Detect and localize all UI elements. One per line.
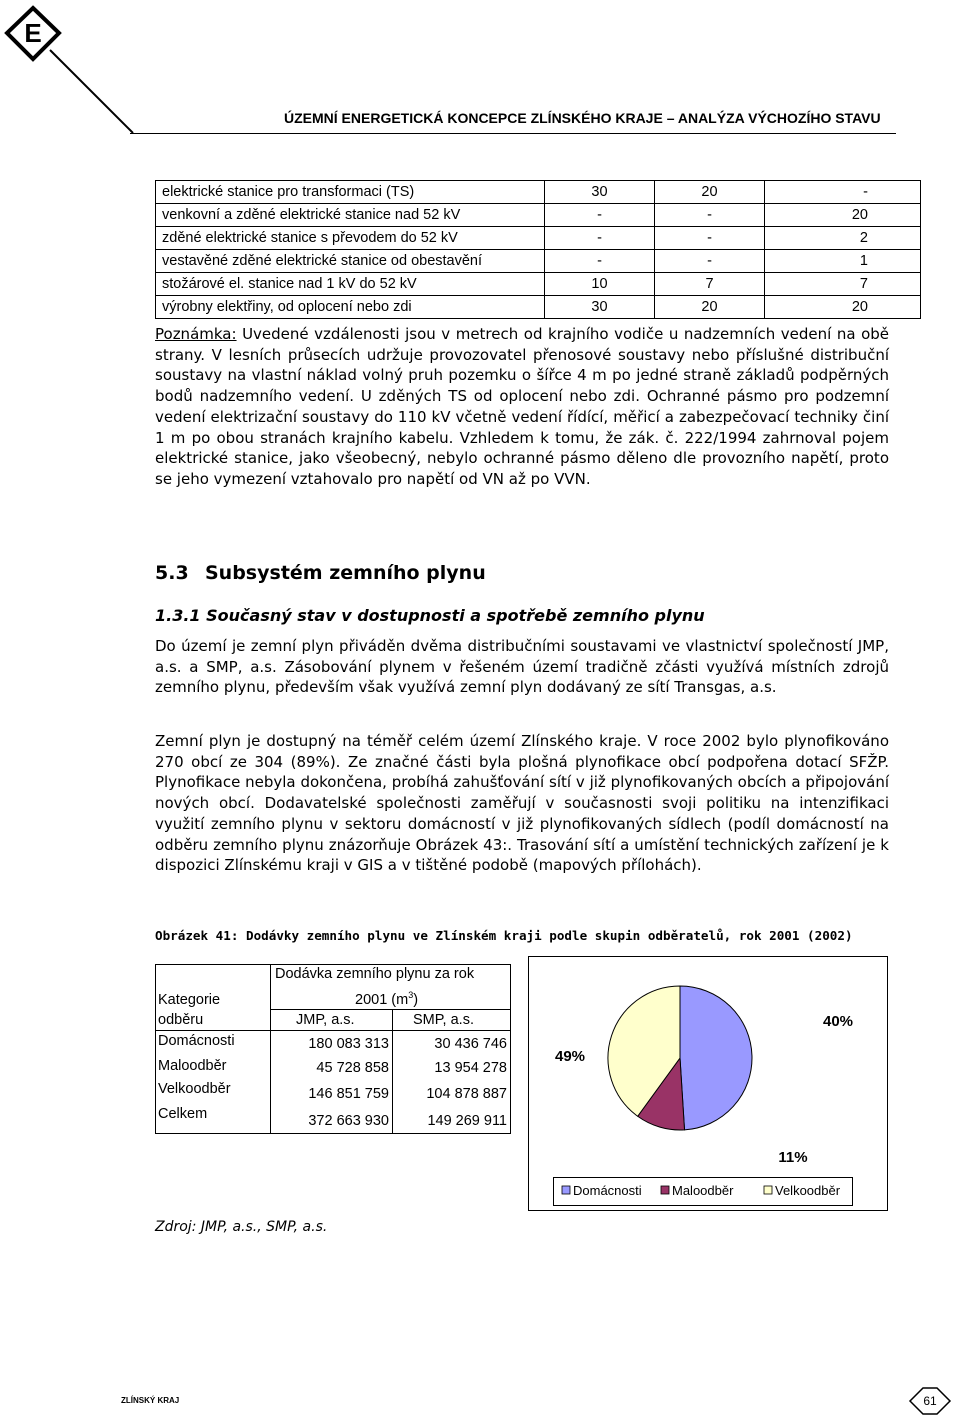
row-category: Celkem <box>158 1106 208 1122</box>
row-value: 7 <box>655 273 765 296</box>
row-value: - <box>545 227 655 250</box>
table-row <box>156 181 921 204</box>
legend-swatch <box>764 1186 772 1194</box>
row-value: 20 <box>655 181 765 204</box>
row-category: Maloodběr <box>158 1058 227 1074</box>
row-smp: 13 954 278 <box>434 1060 507 1076</box>
row-jmp: 45 728 858 <box>316 1060 389 1076</box>
col-smp: SMP, a.s. <box>413 1012 474 1028</box>
table-row <box>156 296 921 319</box>
row-category: Velkoodběr <box>158 1081 231 1097</box>
footer-region: ZLÍNSKÝ KRAJ <box>121 1396 180 1405</box>
row-category: Domácnosti <box>158 1033 235 1049</box>
table-row <box>156 250 921 273</box>
figure-source: Zdroj: JMP, a.s., SMP, a.s. <box>155 1219 328 1235</box>
row-jmp: 180 083 313 <box>308 1036 389 1052</box>
table-divider <box>270 1009 510 1010</box>
row-value: 30 <box>545 181 655 204</box>
row-value: 2 <box>765 227 921 250</box>
row-value: - <box>545 250 655 273</box>
pie-chart <box>528 956 886 1209</box>
note-text: Uvedené vzdálenosti jsou v metrech od krajního vodiče u nadzemních vedení na obě strany. V lesních průsecích udržuje provozovatel přenosové soustavy nebo příslušné distribuční soustavy na vlastní náklad volný pruh pozemku o šířce 4 m po jedné straně základů podpěrných bodů nadzemního vedení. U zděných TS od oplocení nebo zdi. Ochranné pásmo pro podzemní vedení elektrizační soustavy do 110 kV včetně vedení řídící, měřicí a zabezpečovací techniky činí 1 m po obou stranách krajního kabelu. Vzhledem k tomu, že zák. č. 222/1994 zahrnoval pojem elektrické stanice, jako všeobecný, nebylo ochranné pásmo děleno dle provozního napětí, proto se jeho vymezení vztahovalo pro napětí od VN až po VVN. <box>155 325 889 488</box>
row-label: stožárové el. stanice nad 1 kV do 52 kV <box>156 273 545 296</box>
header-supply-2: 2001 $(m^3)$ <box>355 990 419 1008</box>
page-number: 61 <box>923 1394 937 1408</box>
row-label: vestavěné zděné elektrické stanice od obestavění <box>156 250 545 273</box>
logo <box>0 0 140 140</box>
row-jmp: 146 851 759 <box>308 1086 389 1102</box>
row-label: výrobny elektřiny, od oplocení nebo zdi <box>156 296 545 319</box>
pie-data-label: 40% <box>822 1013 854 1030</box>
section-number: 5.3 <box>155 562 189 584</box>
pie-data-label: 49% <box>554 1048 586 1065</box>
row-label: venkovní a zděné elektrické stanice nad 52 kV <box>156 204 545 227</box>
table-divider <box>155 1030 510 1031</box>
legend-items <box>553 1177 851 1204</box>
row-smp: 30 436 746 <box>434 1036 507 1052</box>
note-label: Poznámka: <box>155 325 237 343</box>
section-title: Subsystém zemního plynu <box>205 562 486 584</box>
row-value: - <box>545 204 655 227</box>
row-value: - <box>655 250 765 273</box>
row-label: elektrické stanice pro transformaci (TS) <box>156 181 545 204</box>
row-value: 7 <box>765 273 921 296</box>
subsection-heading: 1.3.1 Současný stav v dostupnosti a spotřebě zemního plynu <box>155 606 705 625</box>
header-rule <box>130 133 896 134</box>
legend-label: Domácnosti <box>573 1183 642 1198</box>
row-value: - <box>655 227 765 250</box>
pie-data-label: 11% <box>778 1149 808 1166</box>
row-value: 30 <box>545 296 655 319</box>
section-heading <box>155 562 486 584</box>
legend-swatch <box>661 1186 669 1194</box>
table-row <box>156 204 921 227</box>
header-category-1: Kategorie <box>158 992 221 1008</box>
row-jmp: 372 663 930 <box>308 1113 389 1129</box>
figure-caption: Obrázek 41: Dodávky zemního plynu ve Zlínském kraji podle skupin odběratelů, rok 2001 (2002) <box>155 928 853 943</box>
note-paragraph <box>155 324 889 490</box>
legend-label: Maloodběr <box>672 1183 734 1198</box>
paragraph-1: Do území je zemní plyn přiváděn dvěma distribučními soustavami ve vlastnictví společností JMP, a.s. a SMP, a.s. Zásobování plynem v řešeném území tradičně zčásti využívá místních zdrojů zemního plynu, především však využívá zemní plyn dodávaný ze sítí Transgas, a.s. <box>155 637 889 697</box>
row-smp: 149 269 911 <box>427 1113 507 1129</box>
table-row <box>156 273 921 296</box>
logo-letter: E <box>24 18 42 48</box>
pie-slice-domácnosti <box>680 986 752 1130</box>
row-value: 20 <box>765 204 921 227</box>
col-jmp: JMP, a.s. <box>296 1012 355 1028</box>
row-value: 20 <box>765 296 921 319</box>
header-title: ÚZEMNÍ ENERGETICKÁ KONCEPCE ZLÍNSKÉHO KRAJE – ANALÝZA VÝCHOZÍHO STAVU <box>284 110 881 126</box>
row-value: - <box>765 181 921 204</box>
row-value: 1 <box>765 250 921 273</box>
page-number-badge <box>908 1386 952 1416</box>
legend-label: Velkoodběr <box>775 1183 841 1198</box>
row-value: 20 <box>655 296 765 319</box>
row-label: zděné elektrické stanice s převodem do 52 kV <box>156 227 545 250</box>
header-supply-1: Dodávka zemního plynu za rok <box>275 966 475 982</box>
paragraph-2: Zemní plyn je dostupný na téměř celém území Zlínského kraje. V roce 2002 bylo plynofikováno 270 obcí ze 304 (89%). Ze značné části byla plošná plynofikace obcí podpořena dotací SFŽP. Plynofikace nebyla dokončena, probíhá zahušťování sítí v již plynofikovaných obcích a připojování nových obcí. Dodavatelské společnosti zaměřují v současnosti svoji politiku na intenzifikaci využití zemního plynu v sektoru domácností v již plynofikovaných sídlech (podíl domácností na odběru zemního plynu znázorňuje Obrázek 43:. Trasování sítí a umístění technických zařízení je k dispozici Zlínskému kraji v GIS a v tištěné podobě (mapových přílohách). <box>155 732 889 875</box>
row-smp: 104 878 887 <box>426 1086 507 1102</box>
row-value: 10 <box>545 273 655 296</box>
legend-swatch <box>562 1186 570 1194</box>
table-row <box>156 227 921 250</box>
header-category-2: odběru <box>158 1012 204 1028</box>
distance-table <box>155 180 921 319</box>
row-value: - <box>655 204 765 227</box>
